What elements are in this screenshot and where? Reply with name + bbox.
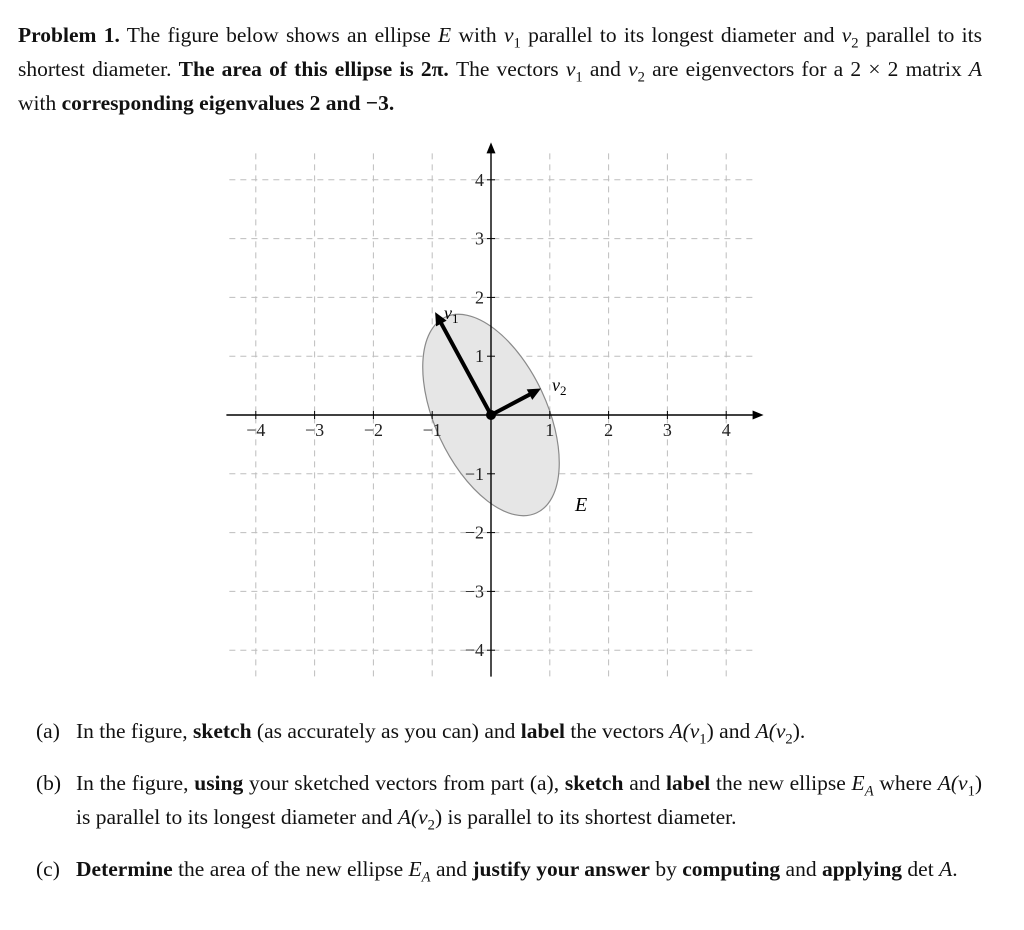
problem-eigenvalue-statement: corresponding eigenvalues 2 and −3. <box>61 91 395 115</box>
problem-text-5: The vectors <box>455 57 559 81</box>
problem-text-4: parallel to its shortest diameter. <box>18 23 982 81</box>
problem-area-statement: The area of this ellipse is 2π. <box>178 57 449 81</box>
x-tick-label: 1 <box>545 420 555 440</box>
part-b: (b) In the figure, using your sketched vectors from part (a), sketch and label the new ellipse $E_A$ where $A(v_1)$ is parallel to its longest diameter and $A(v_2)$ is parallel to its shortest diameter. <box>36 766 982 834</box>
problem-parts <box>36 714 982 904</box>
x-axis-arrow-icon <box>753 411 764 420</box>
problem-text-2: with <box>458 23 497 47</box>
x-tick-label: −1 <box>422 420 442 440</box>
y-tick-label: −3 <box>464 581 484 602</box>
x-tick-label: −4 <box>246 420 266 440</box>
origin-point <box>486 410 496 420</box>
problem-label: Problem 1. <box>18 23 120 47</box>
y-tick-label: −1 <box>464 463 484 484</box>
part-c: (c) Determine the area of the new ellipse $E_A$ and justify your answer by computing and applying det A. <box>36 852 982 886</box>
y-tick-label: 4 <box>475 169 484 190</box>
math-v1: v <box>503 23 514 47</box>
x-tick-label: −3 <box>305 420 325 440</box>
x-tick-label: −2 <box>363 420 383 440</box>
ellipse-E-label: E <box>575 494 588 516</box>
problem-text-7: are eigenvectors for a 2 × 2 matrix <box>652 57 962 81</box>
math-v2: v <box>841 23 852 47</box>
problem-text-8: with <box>18 91 57 115</box>
problem-text-3: parallel to its longest diameter and <box>528 23 835 47</box>
part-b-label: (b) <box>36 771 62 795</box>
part-a-label: (a) <box>36 719 60 743</box>
x-tick-label: 2 <box>604 420 614 440</box>
part-a: (a) In the figure, sketch (as accurately as you can) and label the vectors $A(v_1)$ and $A(v_2)$. <box>36 714 982 748</box>
math-E: E <box>438 23 452 47</box>
y-tick-label: −4 <box>464 640 484 661</box>
math-A: A <box>968 57 983 81</box>
x-tick-label: 3 <box>662 420 672 440</box>
math-v1-sub: 1 <box>513 35 521 52</box>
v2-label: $v_2$ <box>552 375 567 398</box>
v1-label: $v_1$ <box>444 303 459 326</box>
problem-text-6: and <box>589 57 621 81</box>
x-tick-label: 4 <box>721 420 731 440</box>
y-tick-label: 1 <box>475 346 484 367</box>
problem-statement: Problem 1. The figure below shows an ellipse E with $v_1$ parallel to its longest diameter and $v_2$ parallel to its shortest diameter. The area of this ellipse is 2π. The vectors $v_1$ and $v_2$ are eigenvectors for a 2 × 2 matrix A with corresponding eigenvalues 2 and −3. <box>18 23 983 115</box>
y-axis-arrow-icon <box>487 142 496 153</box>
part-c-label: (c) <box>36 857 60 881</box>
y-tick-label: 3 <box>475 228 484 249</box>
y-tick-label: −2 <box>464 522 484 543</box>
y-tick-label: 2 <box>475 287 484 308</box>
math-v2-sub: 2 <box>851 35 859 52</box>
problem-text-1: The figure below shows an ellipse <box>126 23 431 47</box>
